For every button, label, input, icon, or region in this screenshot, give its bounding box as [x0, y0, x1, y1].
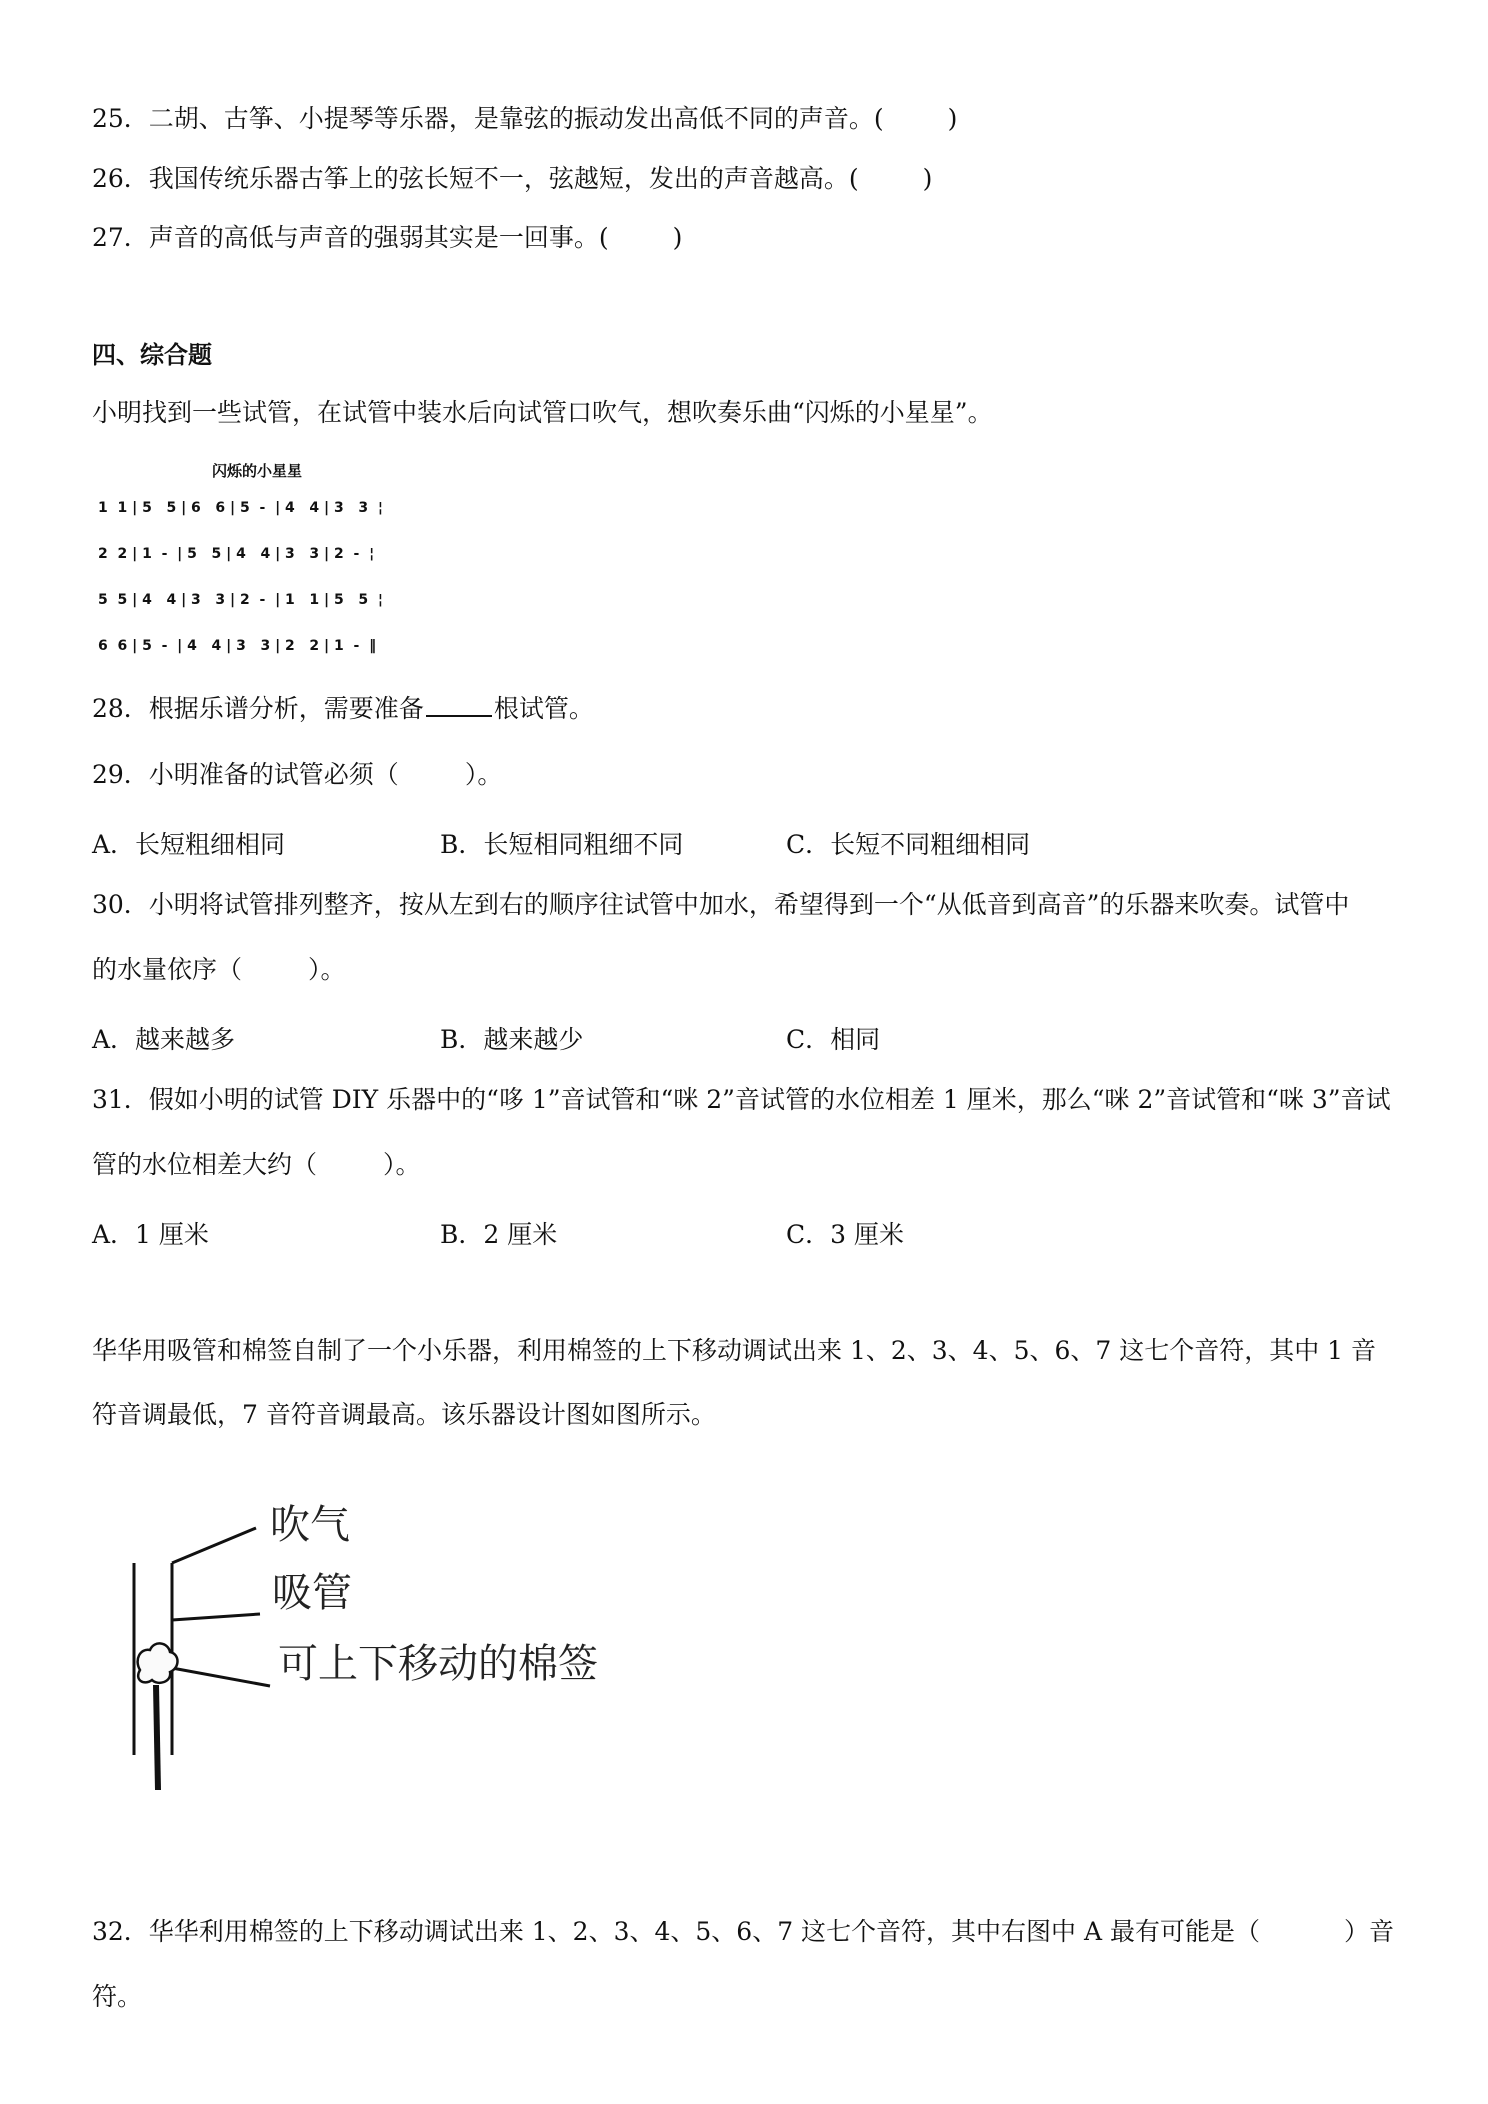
question-25-close: ): [947, 104, 958, 133]
question-30-close: ）。: [308, 955, 346, 984]
q31-option-c: C．3 厘米: [786, 1220, 904, 1249]
pointer-line-swab: [172, 1668, 270, 1686]
q30-option-c: C．相同: [786, 1025, 881, 1054]
intro-xiaoming: 小明找到一些试管，在试管中装水后向试管口吹气，想吹奏乐曲“闪烁的小星星”。: [92, 398, 993, 427]
question-27-text: 27．声音的高低与声音的强弱其实是一回事。(: [92, 223, 609, 252]
question-32-line1: [92, 1917, 1398, 1947]
intro-huahua-line1: 华华用吸管和棉签自制了一个小乐器，利用棉签的上下移动调试出来 1、2、3、4、5、6、7 这七个音符，其中 1 音: [92, 1336, 1377, 1365]
question-29-close: ）。: [464, 760, 503, 789]
intro-huahua-line2: 符音调最低，7 音符音调最高。该乐器设计图如图所示。: [92, 1400, 716, 1429]
diagram-label-swab: 可上下移动的棉签: [278, 1641, 598, 1687]
question-25-text: 25．二胡、古筝、小提琴等乐器，是靠弦的振动发出高低不同的声音。(: [92, 104, 884, 133]
score-row: 6 6 | 5 - | 4 4 | 3 3 | 2 2 | 1 - ‖: [98, 638, 377, 654]
question-27-close: ): [672, 223, 683, 252]
pointer-line-straw: [172, 1614, 260, 1620]
pointer-line-blow: [172, 1528, 256, 1563]
question-29: [92, 760, 502, 790]
q29-option-b: B．长短相同粗细不同: [440, 830, 684, 859]
question-29-text: 29．小明准备的试管必须（: [92, 760, 399, 789]
question-31-line1: 31．假如小明的试管 DIY 乐器中的“哆 1”音试管和“咪 2”音试管的水位相差 1 厘米，那么“咪 2”音试管和“咪 3”音试: [92, 1085, 1391, 1114]
question-32-text: 32．华华利用棉签的上下移动调试出来 1、2、3、4、5、6、7 这七个音符，其中右图中 A 最有可能是（: [92, 1917, 1260, 1946]
question-30-text: 的水量依序（: [92, 955, 243, 984]
question-32-line2: 符。: [92, 1982, 143, 2011]
question-28-before: 28．根据乐谱分析，需要准备: [92, 694, 424, 723]
question-31-line2: [92, 1150, 421, 1180]
question-27: [92, 223, 682, 253]
question-28-after: 根试管。: [493, 694, 594, 723]
question-32-close: ）音: [1344, 1917, 1395, 1946]
straw-instrument-diagram: [120, 1490, 680, 1800]
q30-option-b: B．越来越少: [440, 1025, 584, 1054]
q31-option-b: B．2 厘米: [440, 1220, 558, 1249]
q31-option-a: A．1 厘米: [92, 1220, 209, 1249]
cotton-swab-stick: [156, 1685, 158, 1790]
answer-blank[interactable]: [426, 693, 492, 717]
section-heading: 四、综合题: [92, 341, 212, 369]
question-31-close: ）。: [383, 1150, 421, 1179]
score-title: 闪烁的小星星: [212, 462, 303, 480]
question-25: [92, 104, 957, 134]
score-row: 1 1 | 5 5 | 6 6 | 5 - | 4 4 | 3 3 ¦: [98, 500, 383, 516]
diagram-label-blow: 吹气: [270, 1502, 350, 1548]
q29-option-a: A．长短粗细相同: [92, 830, 286, 859]
q29-option-c: C．长短不同粗细相同: [786, 830, 1031, 859]
question-26-text: 26．我国传统乐器古筝上的弦长短不一，弦越短，发出的声音越高。(: [92, 164, 859, 193]
diagram-label-straw: 吸管: [272, 1570, 352, 1616]
score-row: 2 2 | 1 - | 5 5 | 4 4 | 3 3 | 2 - ¦: [98, 546, 375, 562]
question-31-text: 管的水位相差大约（: [92, 1150, 318, 1179]
question-26: [92, 164, 932, 194]
question-28: [92, 693, 594, 724]
question-30-line2: [92, 955, 346, 985]
question-30-line1: 30．小明将试管排列整齐，按从左到右的顺序往试管中加水，希望得到一个“从低音到高音”的乐器来吹奏。试管中: [92, 890, 1350, 919]
question-26-close: ): [922, 164, 933, 193]
q30-option-a: A．越来越多: [92, 1025, 236, 1054]
score-row: 5 5 | 4 4 | 3 3 | 2 - | 1 1 | 5 5 ¦: [98, 592, 383, 608]
